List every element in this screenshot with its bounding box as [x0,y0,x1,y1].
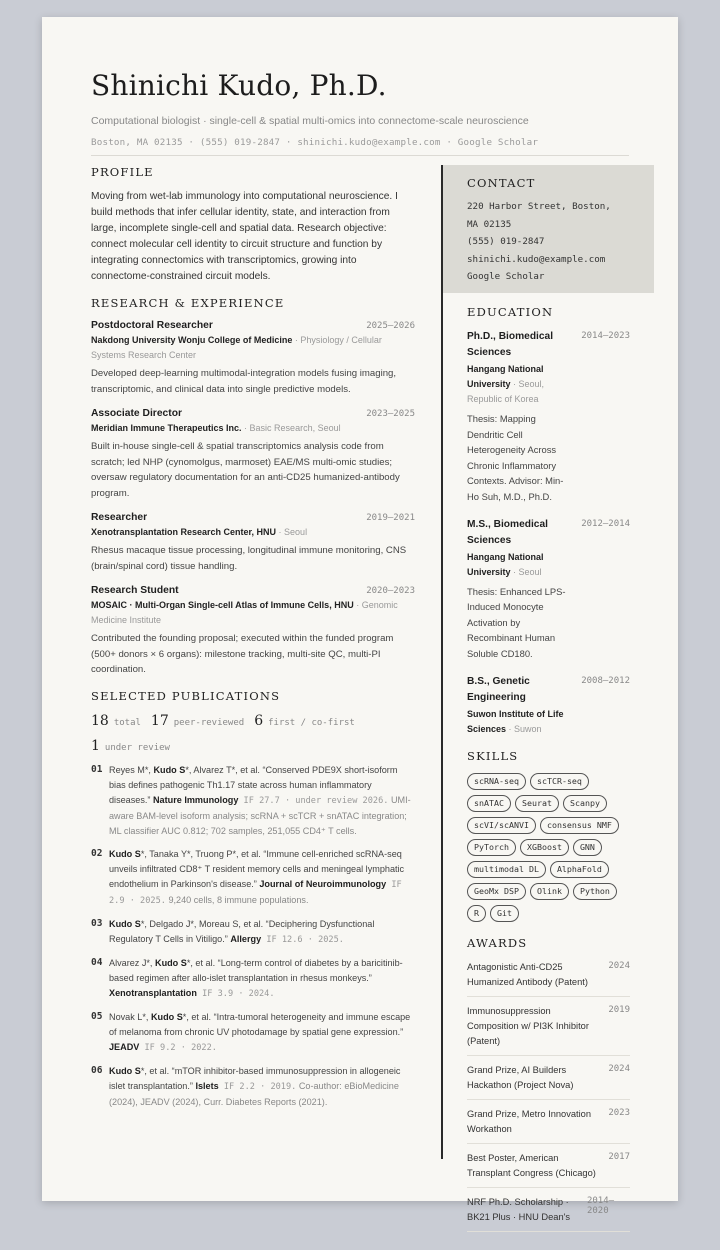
header-contact-line: Boston, MA 02135 · (555) 019-2847 · shinichi.kudo@example.com · Google Scholar [91,137,629,156]
stat-count: 1 [91,737,100,754]
publication-citation [109,917,415,948]
experience-item [91,408,415,501]
profile-text: Moving from wet-lab immunology into computational neuroscience. I build methods that infer cellular identity, state, and interaction from large, incomplete single-cell and spatial data. Research objective: connect molecular cell identity to circuit structure and function by integrating connectomics with transcriptomics, growing into connectome-constrained circuit models. [91,191,398,282]
publication-item [91,763,415,839]
role-description: Rhesus macaque tissue processing, longitudinal immune monitoring, CNS (brain/spinal cord) tissue handling. [91,545,407,572]
candidate-name: Shinichi Kudo, Ph.D. [91,69,387,102]
education-item-header [467,674,630,706]
skill-chip: R [467,905,486,922]
citation-journal: Xenotransplantation [109,987,197,998]
citation-text: *, et al. “Long-term control of diabetes by a baricitinib-based regimen after allo-islet transplantation in rhesus monkeys.” [109,957,403,983]
publication-citation [109,763,415,839]
publication-item [91,956,415,1002]
experience-item [91,512,415,574]
skill-chip: Git [490,905,519,922]
skill-chip: scTCR-seq [530,773,589,790]
award-item [467,960,630,997]
main-column [91,165,415,1118]
citation-authors-pre: Alvarez J*, [109,957,155,968]
award-date: 2023 [608,1107,630,1118]
citation-note: UMI-aware BAM-level isoform analysis; scRNA + scTCR + snATAC integration; ML classifier AUC 0.812; 702 samples, 251,055 CD4⁺ T cells. [109,794,411,836]
organization-detail: · Physiology / Cellular Systems Research Center [91,335,382,360]
skill-chip: snATAC [467,795,511,812]
citation-highlight-author: Kudo S [109,918,141,929]
organization-name: Nakdong University Wonju College of Medicine [91,335,293,345]
role-description: Developed deep-learning multimodal-integration models fusing imaging, transcriptomic, and clinical data into single predictive models. [91,368,397,395]
publication-number: 05 [91,1010,103,1022]
publication-item [91,847,415,909]
skill-chip: GeoMx DSP [467,883,526,900]
award-item [467,1063,630,1100]
role-date: 2019–2021 [366,513,415,523]
profile-heading: PROFILE [91,165,154,179]
role-date: 2023–2025 [366,409,415,419]
organization-name: MOSAIC · Multi-Organ Single-cell Atlas of Immune Cells, HNU [91,600,354,610]
award-date: 2017 [608,1151,630,1162]
citation-meta: IF 3.9 · 2024. [196,988,275,999]
education-item-header [467,329,630,361]
experience-item-header [91,585,415,596]
school [467,362,567,407]
citation-text: *, Delgado J*, Moreau S, et al. “Deciphering Dysfunctional Regulatory T Cells in Vitiligo.” [109,918,375,944]
contact-line: Google Scholar [467,271,545,282]
organization-detail: · Seoul [276,527,308,537]
skill-chip: Olink [530,883,569,900]
stat-count: 18 [91,712,109,729]
school-name: Suwon Institute of Life Sciences [467,708,564,734]
education-list [467,329,630,737]
stat-label: under review [104,742,170,753]
resume-page [42,17,678,1222]
citation-journal: Journal of Neuroimmunology [259,878,387,889]
citation-journal: Nature Immunology [152,794,239,805]
publication-list [91,763,415,1110]
organization-detail: · Basic Research, Seoul [241,423,341,433]
skill-chip: consensus NMF [540,817,619,834]
resume-header [91,69,629,156]
publication-item [91,917,415,948]
citation-text: *, et al. “Intra-tumoral heterogeneity and immune escape of melanoma from chronic UV photodamage by spatial gene expression.” [109,1011,411,1037]
skill-chip: Python [573,883,617,900]
school [467,550,567,580]
award-item [467,1004,630,1056]
skill-chip: Seurat [515,795,559,812]
stat-count: 6 [254,712,264,729]
publication-stat [151,713,244,729]
role-org [91,333,415,363]
role-title: Research Student [91,585,179,596]
skill-chip: XGBoost [520,839,569,856]
publication-stat [91,713,141,729]
award-date: 2024 [608,960,630,971]
citation-meta: IF 2.2 · 2019. [218,1081,297,1092]
citation-text: *, Alvarez T*, et al. “Conserved PDE9X short-isoform bias defines pathogenic Th1.17 state across human inflammatory diseases.” [109,764,398,805]
role-title: Researcher [91,512,148,523]
citation-highlight-author: Kudo S [155,957,187,968]
role-description: Contributed the founding proposal; executed within the funded program (500+ donors × 6 organs): milestone tracking, multi-site QC, multi-PI coordination. [91,633,394,675]
role-org [91,598,415,628]
awards-list [467,960,630,1232]
thesis: Thesis: Enhanced LPS-Induced Monocyte Activation by Recombinant Human Soluble CD180. [467,585,566,659]
citation-journal: JEADV [109,1041,140,1052]
skill-chip: PyTorch [467,839,516,856]
publication-citation [109,1010,415,1056]
skill-chip: Scanpy [563,795,607,812]
school-name: Hangang National University [467,551,544,577]
skills-list [467,773,630,922]
contact-line: (555) 019-2847 [467,236,545,247]
education-date: 2014–2023 [581,331,630,341]
award-date: 2019 [608,1004,630,1015]
role-description: Built in-house single-cell & spatial transcriptomics analysis code from scratch; led NHP (cynomolgus, marmoset) EAE/MS multi-omic studies; oversaw regulatory documentation for an anti-CD25 humanized-antibody program. [91,441,400,499]
citation-highlight-author: Kudo S [109,1065,141,1076]
education-item [467,517,630,662]
stat-count: 17 [150,712,169,729]
experience-item [91,320,415,397]
publication-number: 03 [91,917,103,929]
publication-citation [109,847,415,909]
publication-stat [91,738,170,754]
stat-label: first / co-first [268,717,355,728]
organization-name: Meridian Immune Therapeutics Inc. [91,423,242,433]
publication-number: 02 [91,847,103,859]
citation-meta: IF 9.2 · 2022. [139,1042,217,1053]
school-location: · Seoul [510,566,542,577]
skill-chip: scVI/scANVI [467,817,536,834]
education-item [467,329,630,505]
skills-heading: SKILLS [467,748,519,763]
contact-heading: CONTACT [467,176,536,190]
school-location: · Seoul, Republic of Korea [467,379,545,404]
award-item [467,1151,630,1188]
publication-citation [109,956,415,1002]
publication-stats [91,713,415,763]
citation-note: Co-author: eBioMedicine (2024), JEADV (2024), Curr. Diabetes Reports (2021). [109,1080,399,1107]
citation-meta: IF 12.6 · 2025. [261,934,344,945]
role-date: 2020–2023 [366,586,415,596]
education-item [467,674,630,737]
award-date: 2014–2020 [586,1195,615,1216]
contact-line: shinichi.kudo@example.com [467,253,606,265]
citation-meta: IF 27.7 · under review 2026. [238,795,389,806]
education-item-header [467,517,630,549]
side-column [443,165,654,1239]
role-title: Postdoctoral Researcher [91,320,213,331]
publication-item [91,1010,415,1056]
citation-highlight-author: Kudo S [109,848,141,859]
degree: B.S., Genetic Engineering [467,675,530,703]
citation-journal: Islets [195,1080,219,1091]
publication-number: 01 [91,763,103,775]
degree: M.S., Biomedical Sciences [467,518,548,546]
role-title: Associate Director [91,408,182,419]
education-date: 2008–2012 [581,675,630,686]
award-title: Antagonistic Anti-CD25 Humanized Antibody (Patent) [467,961,588,987]
contact-line: 220 Harbor Street, Boston, [467,201,611,212]
skill-chip: multimodal DL [467,861,546,878]
skill-chip: GNN [573,839,602,856]
stat-label: total [113,717,141,728]
school-name: Hangang National University [467,364,544,389]
publication-number: 06 [91,1064,103,1076]
experience-heading: RESEARCH & EXPERIENCE [91,296,285,310]
experience-item-header [91,408,415,419]
education-heading: EDUCATION [467,305,554,319]
skill-chip: AlphaFold [550,861,609,878]
role-date: 2025–2026 [366,321,415,331]
publication-stat [254,713,355,729]
contact-lines [467,198,642,286]
experience-list [91,320,415,678]
experience-item-header [91,320,415,331]
award-date: 2024 [608,1063,630,1074]
citation-authors-pre: Novak L*, [109,1011,151,1022]
citation-authors-pre: Reyes M*, [109,764,154,775]
experience-item-header [91,512,415,523]
publication-item [91,1064,415,1110]
award-item [467,1107,630,1144]
education-date: 2012–2014 [581,518,630,529]
organization-detail: · Genomic Medicine Institute [91,600,398,625]
publication-citation [109,1064,415,1110]
award-title: Best Poster, American Transplant Congress (Chicago) [467,1152,596,1178]
skill-chip: scRNA-seq [467,773,526,790]
citation-text: *, Tanaka Y*, Truong P*, et al. “Immune cell-enriched scRNA-seq unveils infiltrated CD8⁺ T resident memory cells and meningeal lymphatic endothelium in Parkinson's disease.” [109,848,405,889]
role-org [91,525,415,540]
organization-name: Xenotransplantation Research Center, HNU [91,527,277,537]
citation-highlight-author: Kudo S [150,1011,183,1022]
citation-journal: Allergy [230,933,262,944]
citation-meta: IF 2.9 · 2025. [109,879,402,906]
citation-text: *, et al. “mTOR inhibitor-based immunosuppression in allogeneic islet transplantation.” [109,1065,401,1091]
publication-number: 04 [91,956,103,968]
publications-heading: SELECTED PUBLICATIONS [91,688,281,703]
citation-highlight-author: Kudo S [153,764,186,775]
contact-box [443,165,654,293]
tagline: Computational biologist · single-cell & spatial multi-omics into connectome-scale neuroscience [91,115,529,127]
awards-heading: AWARDS [467,935,528,950]
award-title: NRF Ph.D. Scholarship · BK21 Plus · HNU Dean's [467,1196,571,1222]
degree: Ph.D., Biomedical Sciences [467,331,554,358]
role-org [91,421,415,436]
school [467,707,567,737]
experience-item [91,585,415,678]
school-location: · Suwon [506,723,542,734]
thesis: Thesis: Mapping Dendritic Cell Heterogeneity Across Chronic Inflammatory Contexts. Advisor: Min-Ho Suh, M.D., Ph.D. [467,413,564,502]
award-title: Immunosuppression Composition w/ PI3K Inhibitor (Patent) [467,1005,589,1046]
citation-note: 9,240 cells, 8 immune populations. [165,894,309,905]
stat-label: peer-reviewed [173,717,245,728]
award-item [467,1195,630,1232]
award-title: Grand Prize, Metro Innovation Workathon [467,1108,592,1134]
award-title: Grand Prize, AI Builders Hackathon (Project Nova) [467,1064,574,1090]
contact-line: MA 02135 [467,218,512,230]
